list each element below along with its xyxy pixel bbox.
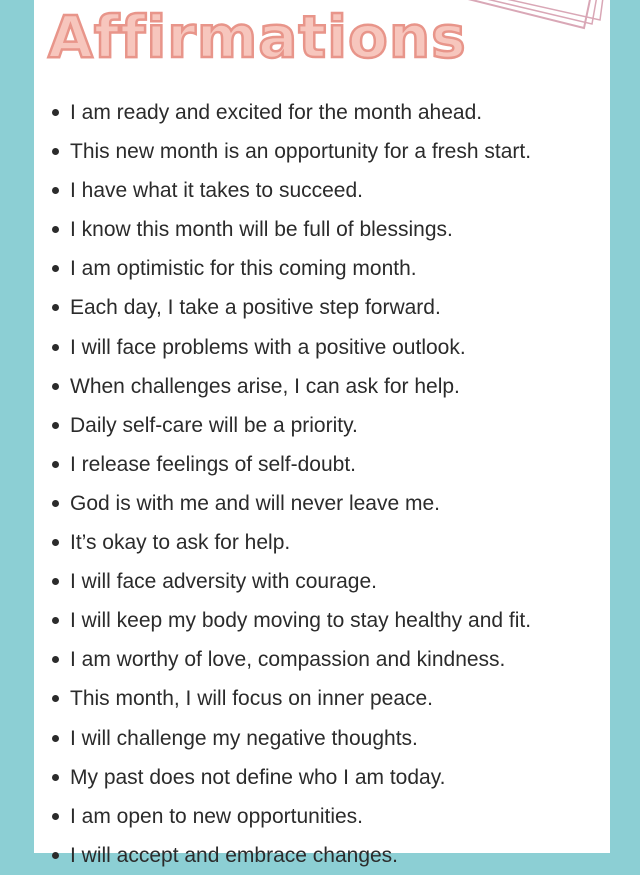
list-item <box>34 288 594 327</box>
affirmation-list <box>34 93 594 875</box>
list-item <box>34 171 594 210</box>
list-item <box>34 758 594 797</box>
bullet-icon <box>52 617 59 624</box>
bullet-icon <box>52 852 59 859</box>
page-title: Affirmations <box>48 3 467 71</box>
list-item-text: I have what it takes to succeed. <box>70 179 363 203</box>
list-item <box>34 93 594 132</box>
bullet-icon <box>52 539 59 546</box>
list-item <box>34 562 594 601</box>
list-item-text: I release feelings of self-doubt. <box>70 452 357 476</box>
bullet-icon <box>52 500 59 507</box>
list-item-text: I am optimistic for this coming month. <box>70 257 417 281</box>
list-item-text: Each day, I take a positive step forward. <box>70 296 441 320</box>
list-item-text: I am worthy of love, compassion and kindness. <box>70 648 506 672</box>
list-item-text: I will keep my body moving to stay healthy and fit. <box>70 609 532 633</box>
bullet-icon <box>52 813 59 820</box>
list-item <box>34 445 594 484</box>
list-item-text: I will challenge my negative thoughts. <box>70 726 418 750</box>
list-item-text: God is with me and will never leave me. <box>70 491 440 515</box>
stacked-paper-decoration <box>460 0 610 34</box>
affirmations-card <box>34 0 610 867</box>
list-item <box>34 836 594 875</box>
bullet-icon <box>52 656 59 663</box>
list-item <box>34 406 594 445</box>
bullet-icon <box>52 461 59 468</box>
bullet-icon <box>52 148 59 155</box>
bullet-icon <box>52 226 59 233</box>
list-item <box>34 484 594 523</box>
bullet-icon <box>52 735 59 742</box>
bullet-icon <box>52 578 59 585</box>
list-item-text: I will accept and embrace changes. <box>70 843 399 867</box>
list-item-text: This month, I will focus on inner peace. <box>70 687 434 711</box>
bullet-icon <box>52 344 59 351</box>
list-item-text: I will face adversity with courage. <box>70 570 377 594</box>
list-item <box>34 719 594 758</box>
list-item <box>34 640 594 679</box>
list-item-text: This new month is an opportunity for a fresh start. <box>70 140 532 164</box>
list-item <box>34 132 594 171</box>
list-item <box>34 601 594 640</box>
list-item <box>34 797 594 836</box>
bullet-icon <box>52 383 59 390</box>
bullet-icon <box>52 422 59 429</box>
bullet-icon <box>52 265 59 272</box>
list-item <box>34 328 594 367</box>
list-item <box>34 679 594 718</box>
list-item-text: My past does not define who I am today. <box>70 765 446 789</box>
bullet-icon <box>52 304 59 311</box>
list-item-text: When challenges arise, I can ask for help. <box>70 374 460 398</box>
list-item-text: Daily self-care will be a priority. <box>70 413 358 437</box>
list-item-text: I am ready and excited for the month ahead. <box>70 101 483 124</box>
list-item <box>34 249 594 288</box>
bullet-icon <box>52 109 59 116</box>
list-item-text: I will face problems with a positive outlook. <box>70 335 466 359</box>
bullet-icon <box>52 187 59 194</box>
list-item-text: I am open to new opportunities. <box>70 804 364 828</box>
list-item <box>34 210 594 249</box>
list-item <box>34 523 594 562</box>
bullet-icon <box>52 774 59 781</box>
list-item <box>34 367 594 406</box>
list-item-text: It’s okay to ask for help. <box>70 531 291 555</box>
list-item-text: I know this month will be full of blessings. <box>70 218 453 242</box>
bullet-icon <box>52 695 59 702</box>
